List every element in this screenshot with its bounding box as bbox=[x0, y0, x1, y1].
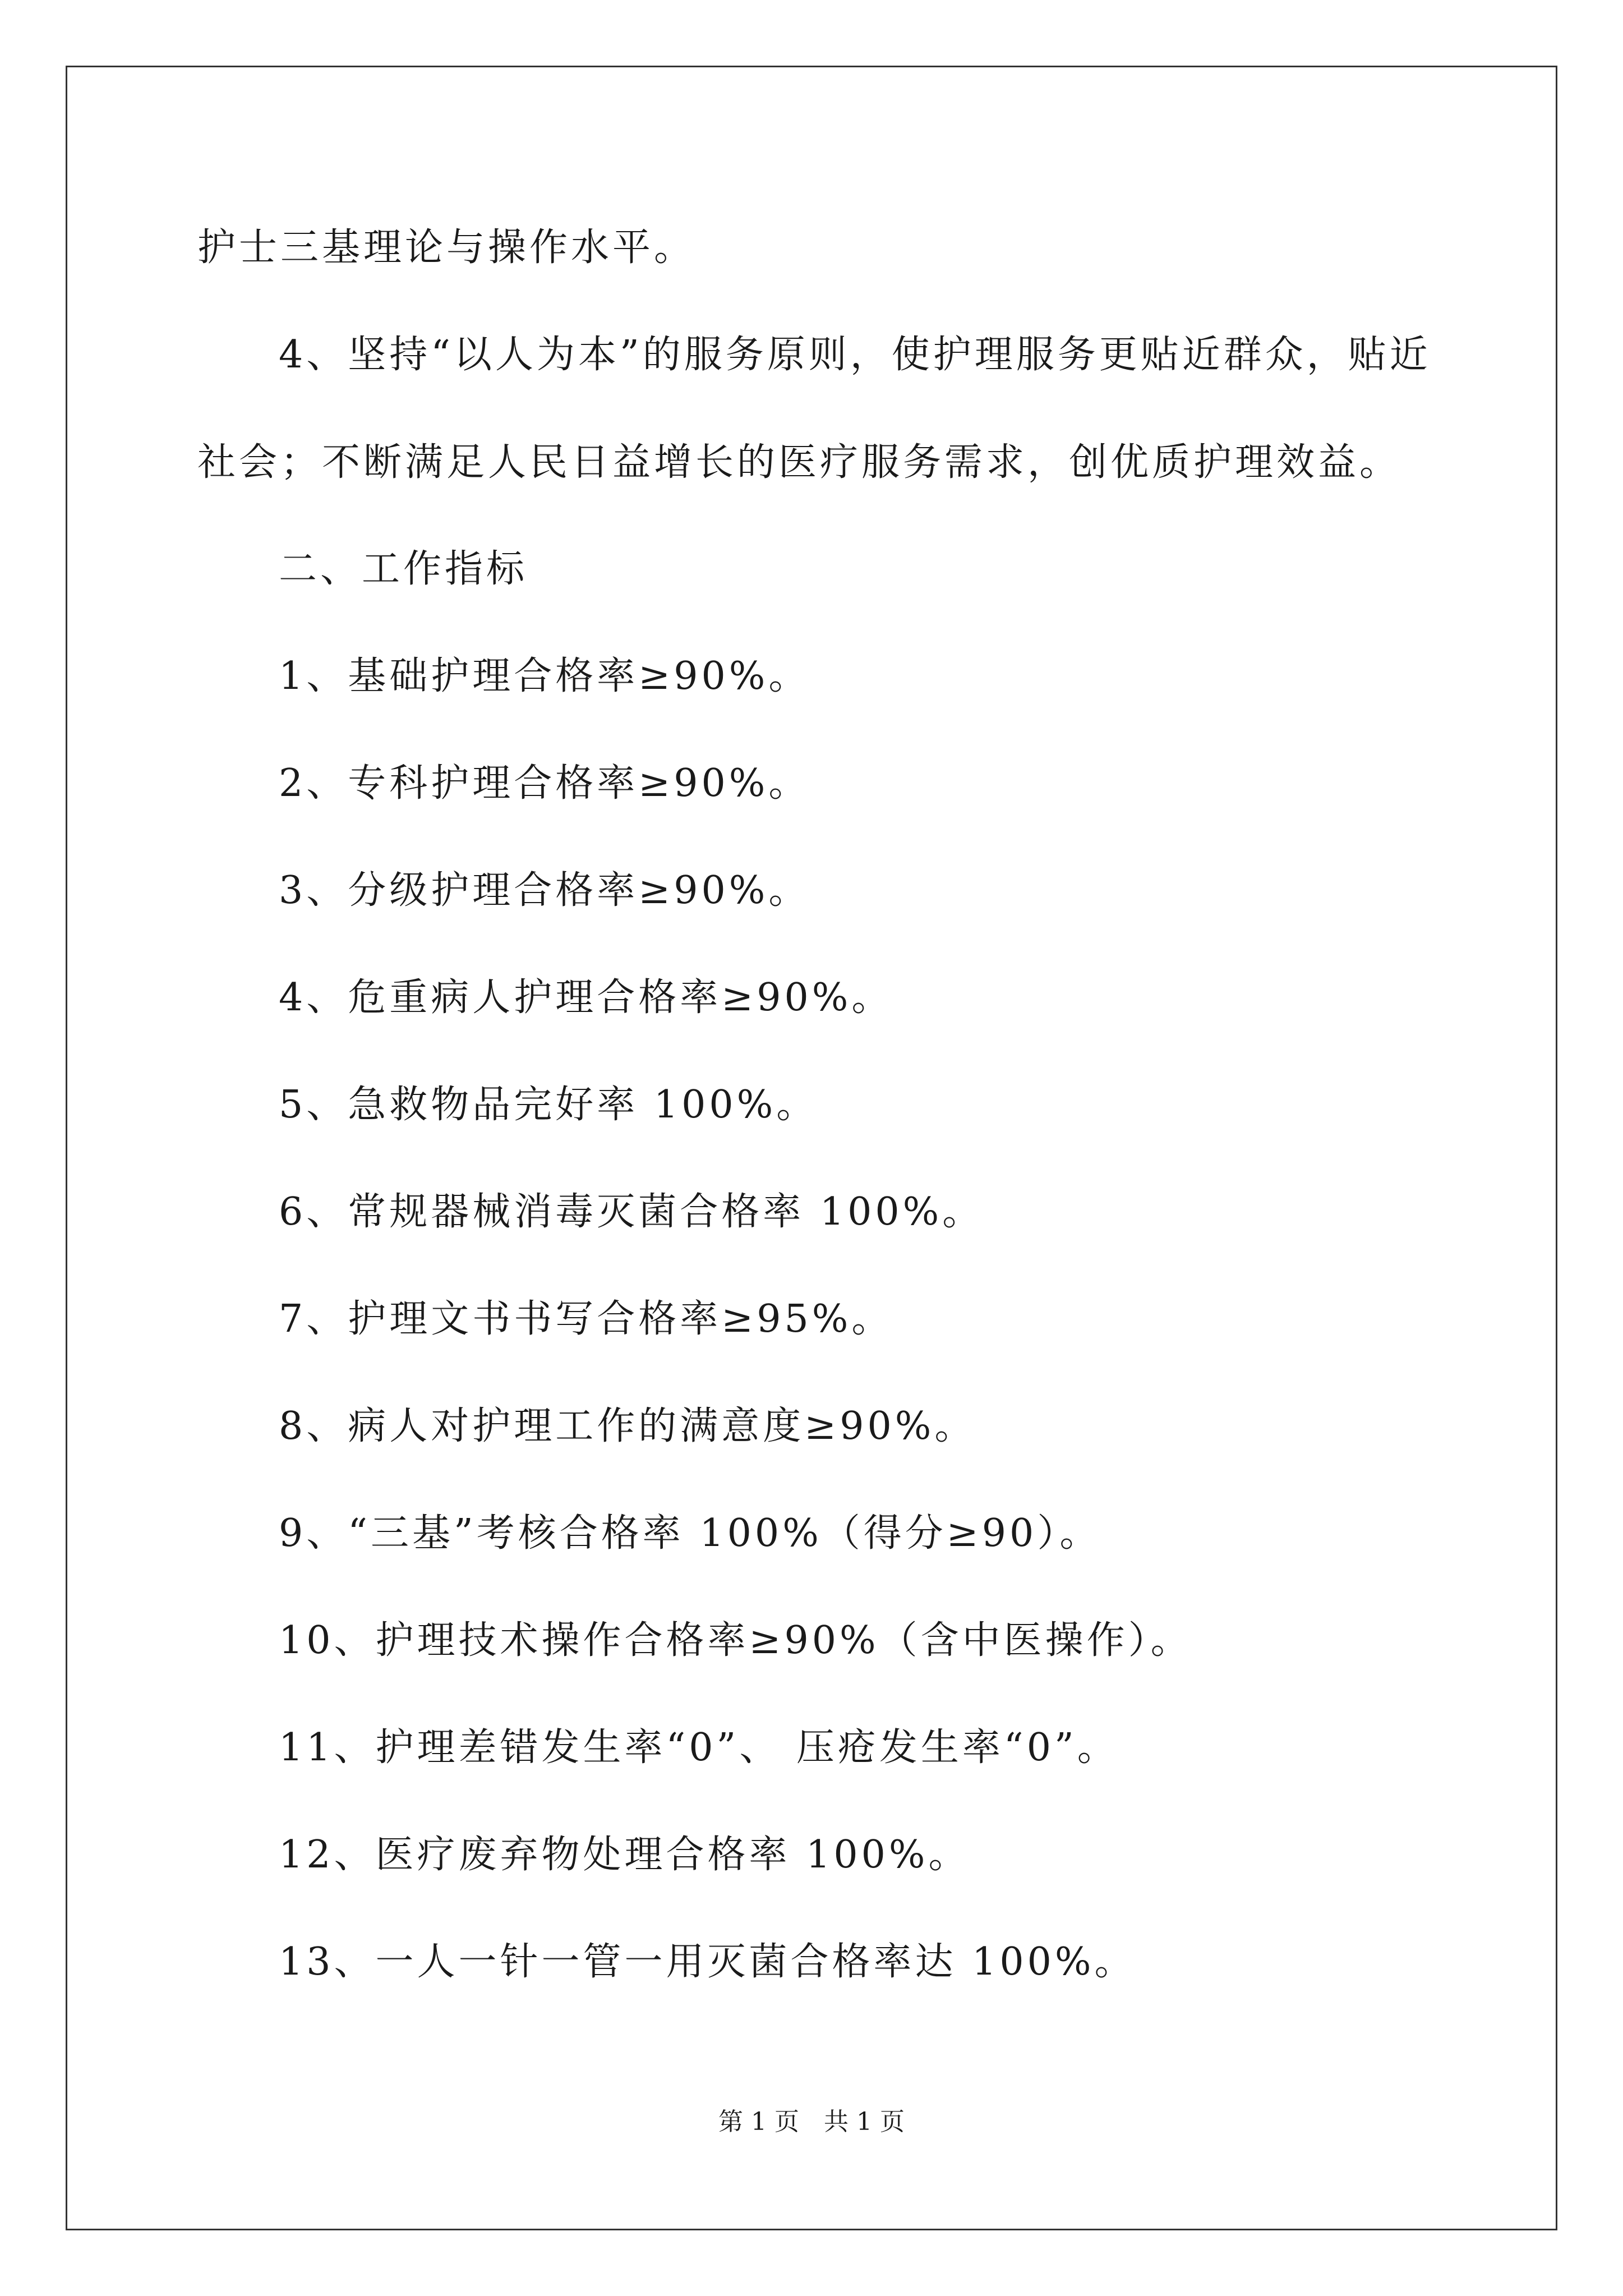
indicator-item-5: 5、急救物品完好率 100%。 bbox=[279, 1083, 818, 1127]
paragraph-line-item-4-part2: 社会；不断满足人民日益增长的医疗服务需求，创优质护理效益。 bbox=[197, 440, 1401, 485]
indicator-item-8: 8、病人对护理工作的满意度≥90%。 bbox=[279, 1404, 976, 1448]
paragraph-line-continuation: 护士三基理论与操作水平。 bbox=[197, 226, 696, 270]
page-number-footer: 第 1 页 共 1 页 bbox=[718, 2108, 905, 2136]
indicator-item-3: 3、分级护理合格率≥90%。 bbox=[279, 868, 810, 913]
indicator-item-13: 13、一人一针一管一用灭菌合格率达 100%。 bbox=[279, 1940, 1136, 1984]
indicator-item-9: 9、“三基”考核合格率 100%（得分≥90）。 bbox=[279, 1511, 1101, 1556]
indicator-item-11: 11、护理差错发生率“0”、 压疮发生率“0”。 bbox=[279, 1726, 1119, 1770]
indicator-item-7: 7、护理文书书写合格率≥95%。 bbox=[279, 1297, 893, 1341]
paragraph-line-item-4-part1: 4、坚持“以人为本”的服务原则，使护理服务更贴近群众，贴近 bbox=[279, 333, 1431, 377]
indicator-item-2: 2、专科护理合格率≥90%。 bbox=[279, 761, 810, 806]
page-border bbox=[66, 66, 1557, 2230]
indicator-item-6: 6、常规器械消毒灭菌合格率 100%。 bbox=[279, 1190, 984, 1234]
indicator-item-4: 4、危重病人护理合格率≥90%。 bbox=[279, 976, 893, 1020]
indicator-item-12: 12、医疗废弃物处理合格率 100%。 bbox=[279, 1833, 970, 1877]
section-heading-work-indicators: 二、工作指标 bbox=[279, 547, 528, 591]
indicator-item-10: 10、护理技术操作合格率≥90%（含中医操作）。 bbox=[279, 1618, 1192, 1663]
indicator-item-1: 1、基础护理合格率≥90%。 bbox=[279, 654, 810, 698]
